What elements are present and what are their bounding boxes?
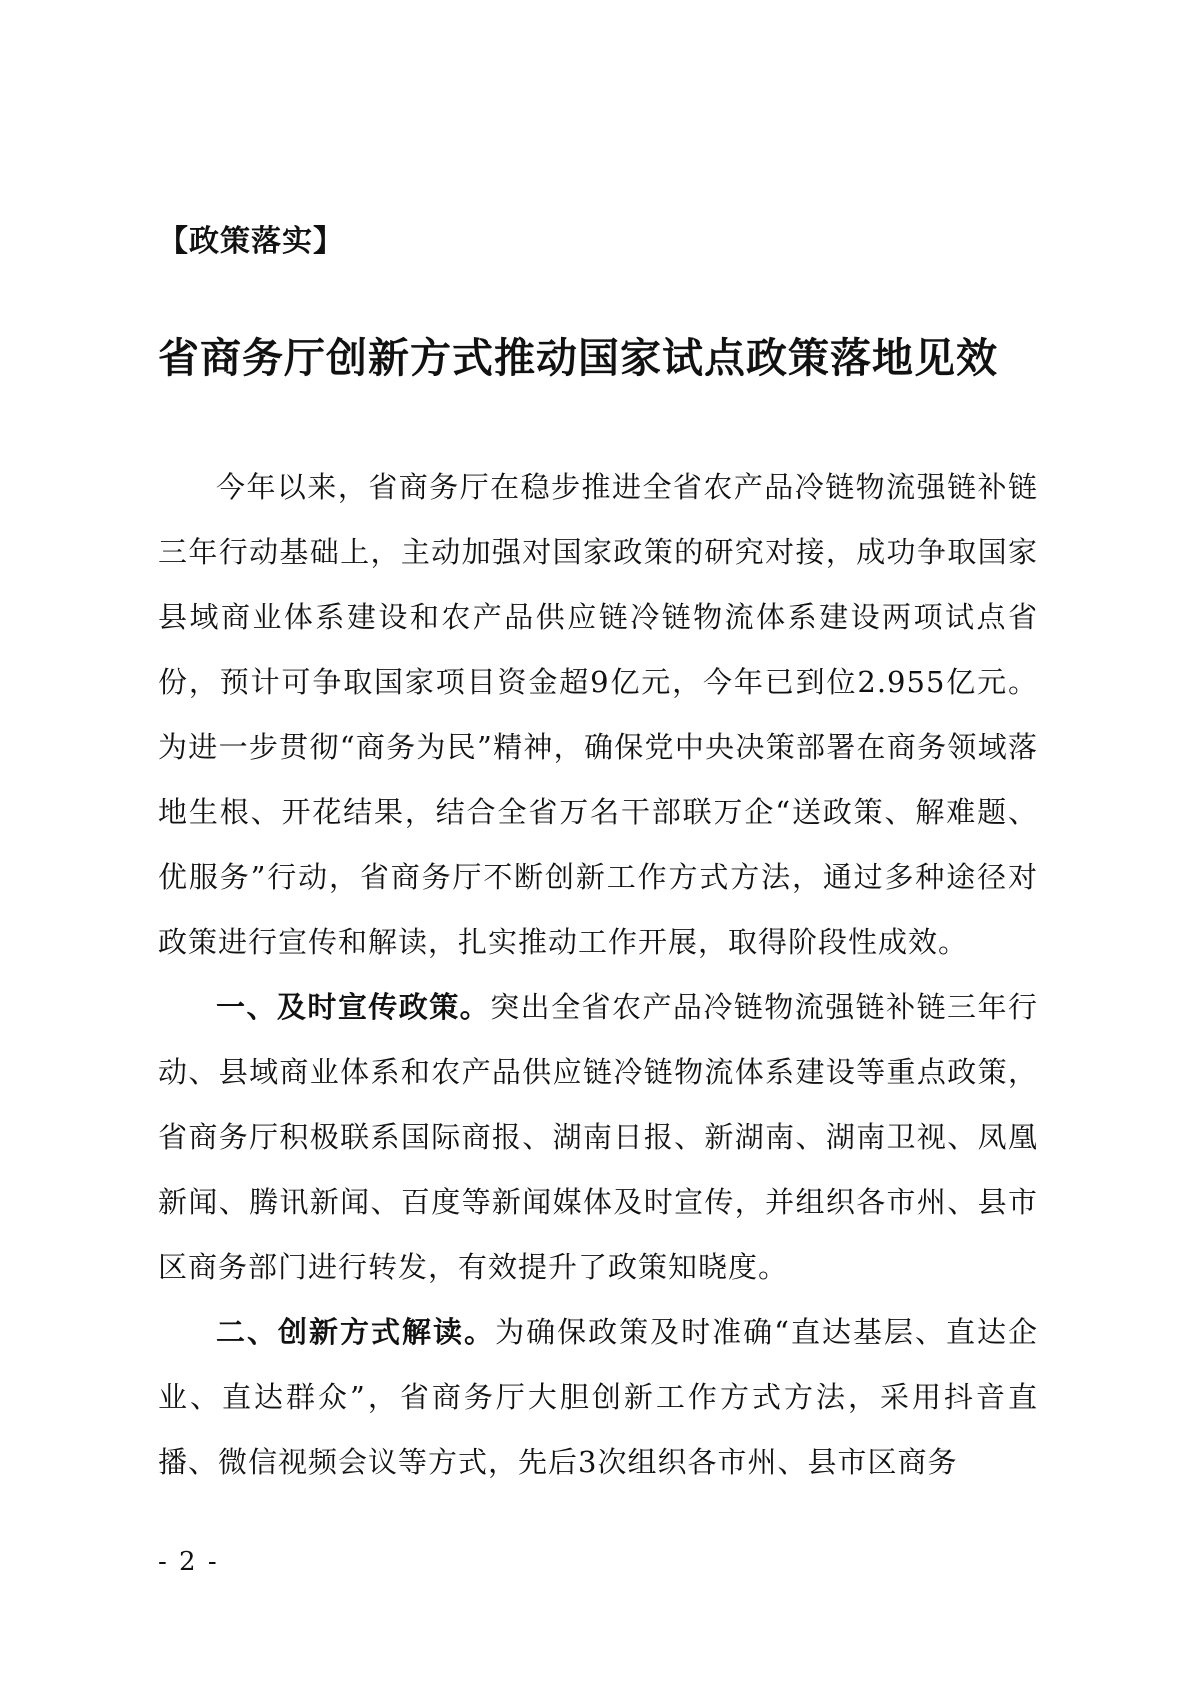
paragraph-publicize-policy xyxy=(158,975,1038,1300)
paragraph-heading: 一、及时宣传政策。 xyxy=(216,990,491,1024)
paragraph-intro xyxy=(158,455,1038,975)
paragraph-text: 今年以来，省商务厅在稳步推进全省农产品冷链物流强链补链三年行动基础上，主动加强对国家政策的研究对接，成功争取国家县域商业体系建设和农产品供应链冷链物流体系建设两项试点省份，预计可争取国家项目资金超9亿元，今年已到位2.955亿元。为进一步贯彻“商务为民”精神，确保党中央决策部署在商务领域落地生根、开花结果，结合全省万名干部联万企“送政策、解难题、优服务”行动，省商务厅不断创新工作方式方法，通过多种途径对政策进行宣传和解读，扎实推动工作开展，取得阶段性成效。 xyxy=(158,470,1038,959)
section-tag: 【政策落实】 xyxy=(158,224,344,259)
paragraph-text: 突出全省农产品冷链物流强链补链三年行动、县域商业体系和农产品供应链冷链物流体系建设等重点政策，省商务厅积极联系国际商报、湖南日报、新湖南、湖南卫视、凤凰新闻、腾讯新闻、百度等新闻媒体及时宣传，并组织各市州、县市区商务部门进行转发，有效提升了政策知晓度。 xyxy=(158,990,1038,1284)
document-title: 省商务厅创新方式推动国家试点政策落地见效 xyxy=(158,334,998,382)
paragraph-text: 为确保政策及时准确“直达基层、直达企业、直达群众”，省商务厅大胆创新工作方式方法，采用抖音直播、微信视频会议等方式，先后3次组织各市州、县市区商务 xyxy=(158,1315,1038,1479)
page-number: - 2 - xyxy=(158,1547,219,1577)
document-body xyxy=(158,455,1038,1495)
paragraph-innovative-interpretation xyxy=(158,1300,1038,1495)
paragraph-heading: 二、创新方式解读。 xyxy=(216,1315,496,1349)
